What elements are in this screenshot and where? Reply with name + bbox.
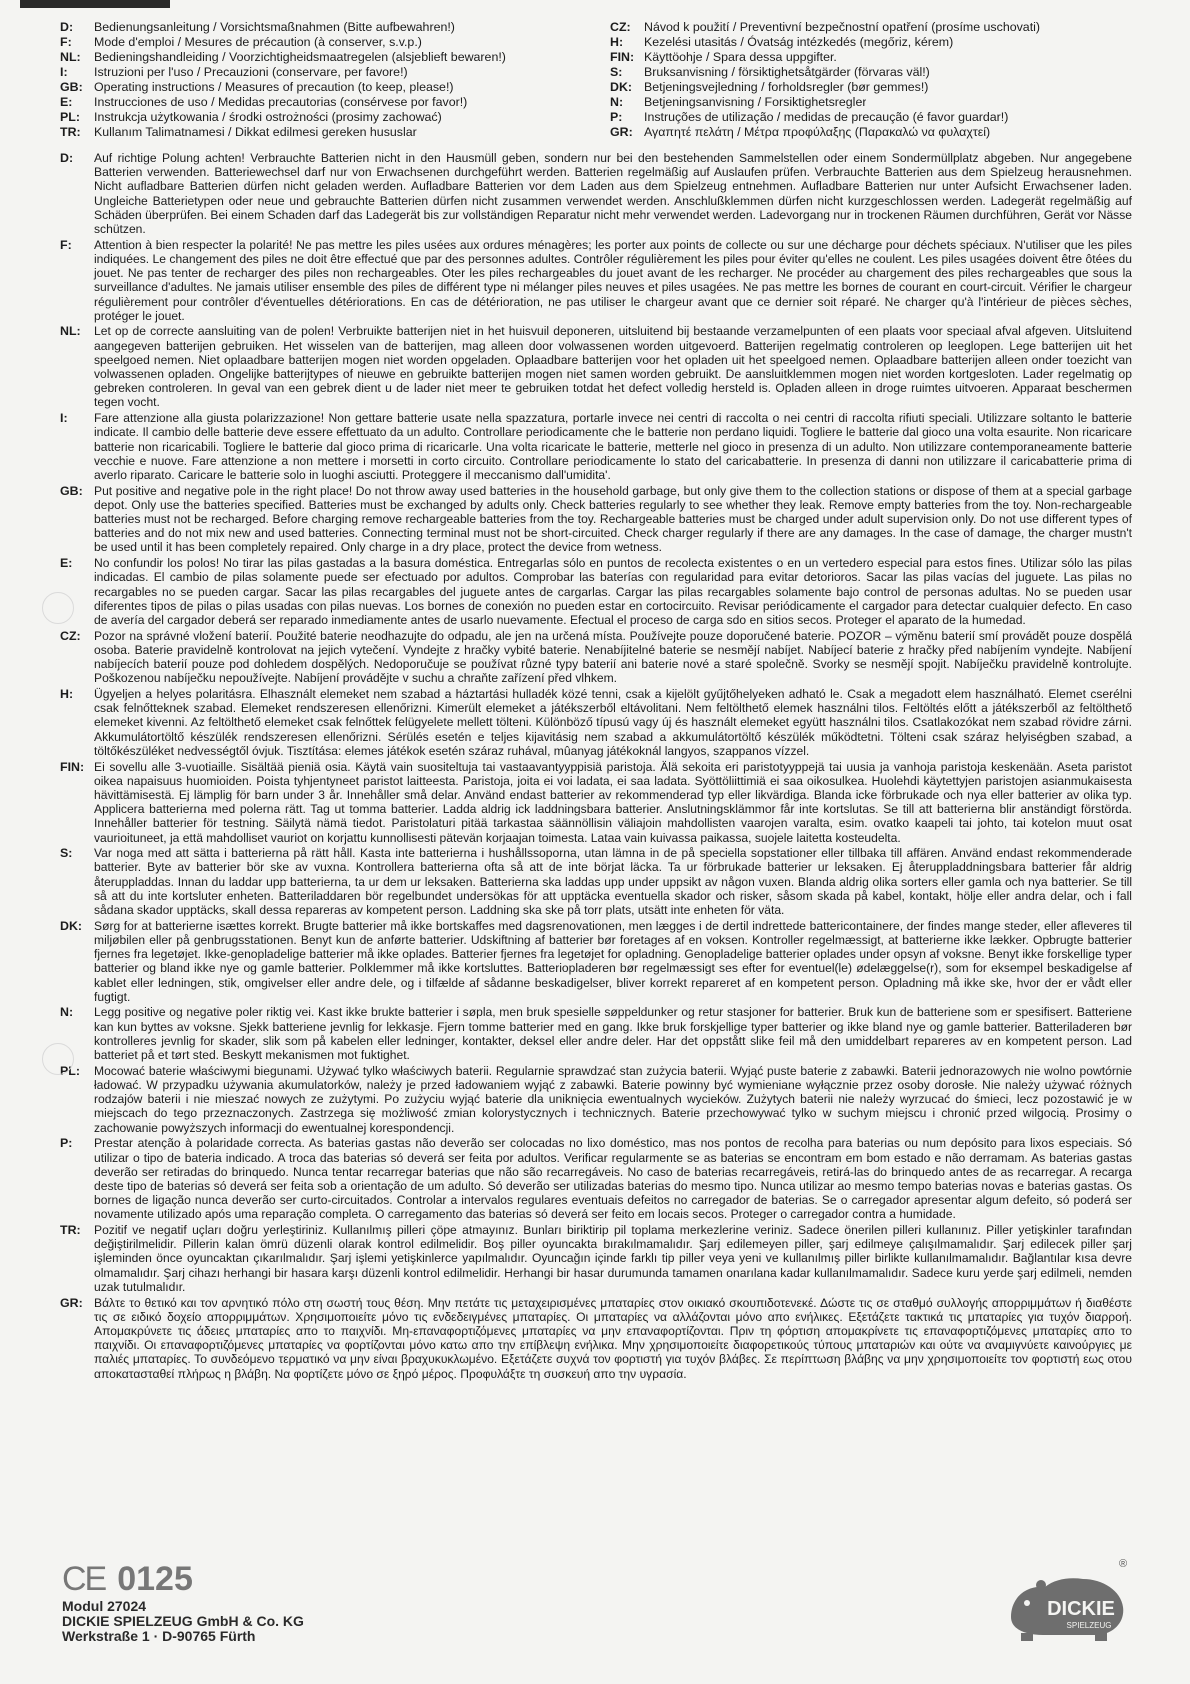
- language-title: Kezelési utasitás / Óvatság intézkedés (megőriz, kérem): [644, 35, 954, 49]
- header-row: [610, 95, 1140, 110]
- language-title: Instruções de utilização / medidas de precaução (é favor guardar!): [644, 110, 1009, 124]
- language-code: P:: [610, 110, 623, 124]
- header-row: [60, 35, 590, 50]
- section-fin: [60, 760, 1132, 845]
- section-text: Legg positive og negative poler riktig vei. Kast ikke brukte batterier i søpla, men bruk spesielle søppeldunker og retur stasjoner for batterier. Bruk kun de batteriene som er spesifisert. Batteriene kan kun byttes av voksne. Sjekk batteriene jevnlig for lekkasje. Fjern tomme batterier med en gang. Ikke bruk forskjellige typer batterier og ikke bland nye og gamle batterier. Batteriladeren bør kontrolleres jevnlig for skader, slik som på kabelen eller ledninger, kontakter, deksel eller andre deler. Har det oppstått slike feil må den umiddelbart repareres av en kompetent person. Lad batteriet på et tørt sted. Beskytt mekanismen mot fuktighet.: [94, 1005, 1132, 1063]
- ce-mark-icon: CE: [62, 1560, 106, 1598]
- model-number: Modul 27024: [62, 1598, 147, 1614]
- header-row: [610, 125, 1140, 140]
- language-title: Käyttöohje / Spara dessa uppgifter.: [644, 50, 837, 64]
- header-language-index: [60, 20, 1140, 140]
- instruction-body: [60, 151, 1132, 1382]
- language-code: NL:: [60, 50, 81, 64]
- section-code: GR:: [60, 1295, 83, 1310]
- language-code: GR:: [610, 125, 633, 139]
- section-dk: [60, 919, 1132, 1004]
- section-text: Var noga med att sätta i batterierna på rätt håll. Kasta inte batterierna i hushållssoporna, utan lämna in de på speciella sopstationer eller tillbaka till affären. Använd endast rekommenderade batterier. Byte av batterier bör ske av vuxna. Kontrollera batterierna ofta så att de inte börjat läcka. Ta ur förbrukade batterier ur leksaken. Ej återuppladdningsbara batterier får aldrig återuppladdas. Innan du laddar upp batterierna, ta ur dem ur leksaken. Batterierna ska laddas upp under uppsikt av någon vuxen. Blanda aldrig olika sorters eller gamla och nya batterier. Se till så att du inte kortsluter enheten. Batteriladdaren bör regelbundet undersökas för att upptäcka eventuella skador och risker, såsom skada på kabel, kontakt, hölje eller andra delar, och i fall sådana skador upptäcks, skall dessa repareras av kompetent person. Laddning ska ske på torr plats, utsätt inte enheten för väta.: [94, 846, 1132, 918]
- section-gr: [60, 1296, 1132, 1381]
- section-code: GB:: [60, 483, 83, 498]
- section-es: [60, 556, 1132, 627]
- ce-marking: [62, 1560, 304, 1599]
- section-hu: [60, 687, 1132, 758]
- language-code: I:: [60, 65, 68, 79]
- section-se: [60, 846, 1132, 917]
- section-code: I:: [60, 411, 68, 426]
- section-cz: [60, 629, 1132, 686]
- header-row: [610, 35, 1140, 50]
- section-tr: [60, 1223, 1132, 1294]
- section-code: F:: [60, 237, 72, 252]
- language-code: FIN:: [610, 50, 635, 64]
- language-title: Operating instructions / Measures of precaution (to keep, please!): [94, 80, 454, 94]
- language-code: N:: [610, 95, 624, 109]
- company-address: Werkstraße 1 · D-90765 Fürth: [62, 1628, 256, 1644]
- language-title: Instrukcja użytkowania / środki ostrożności (prosimy zachować): [94, 110, 442, 124]
- section-text: Ei sovellu alle 3-vuotiaille. Sisältää pieniä osia. Käytä vain suositeltuja tai vastaavantyyppisiä paristoja. Älä sekoita eri paristotyyppejä tai uusia ja vanhoja paristoja keskenään. Aseta paristot oikea napaisuus huomioiden. Poista tyhjentyneet paristot laitteesta. Paristoja, joita ei voi ladata, ei saa ladata. Syöttöliittimiä ei saa oikosulkea. Huolehdi käytettyjen paristojen asianmukaisesta hävittämisestä. Ej lämplig för barn under 3 år. Innehåller små delar. Använd endast batterier av rekommenderad typ eller likvärdiga. Blanda icke förbrukade och nya eller batterier av olika typ. Applicera batterierna med polerna rätt. Tag ut tomma batterier. Ladda aldrig ick laddningsbara batterier. Anslutningsklämmor får inte kortslutas. Se till att batterierna blir anständigt förstörda. Innehåller batterier för testning. Säilytä nämä tiedot. Paristolaturi pitää tarkastaa säännöllisin väliajoin mahdollisten vaarojen varalta, esim. ovatko kaapeli tai johto, tai kotelon muut osat vaurioituneet, ja että mahdolliset vauriot on korjattu kunnollisesti pätevän korjaajan toimesta. Lataa vain kuivassa paikassa, suojele laitetta kosteudelta.: [94, 759, 1132, 845]
- section-text: No confundir los polos! No tirar las pilas gastadas a la basura doméstica. Entregarlas sólo en puntos de recolecta existentes o en un vertedero especial para estos fines. Utilizar sólo las pilas indicadas. El cambio de pilas solamente puede ser efectuado por adultos. Comprobar las baterías con regularidad para evitar detorioros. Sacar las pilas vacías del juguete. Las pilas no recargables no se pueden cargar. Sacar las pilas recargables del juguete antes de cargarlas. Cargar las pilas recargables solamente bajo control de personas adultas. No se pueden usar diferentes tipos de pilas o pilas usadas con pilas nuevas. Los bornes de conexión no pueden estar en cortocircuito. Revisar periódicamente el cargador para detectar cualquier defecto. En caso de avería del cargador deberá ser reparado inmediamente antes de usarlo nuevamente. Efectual el proceso de carga sdo en sitios secos. Proteger el aparato de la humedad.: [94, 556, 1132, 627]
- section-no: [60, 1005, 1132, 1062]
- language-code: D:: [60, 20, 74, 34]
- header-row: [610, 65, 1140, 80]
- language-title: Instrucciones de uso / Medidas precautorias (consérvese por favor!): [94, 95, 468, 109]
- section-text: Prestar atenção à polaridade correcta. As baterias gastas não deverão ser colocadas no lixo doméstico, mas nos pontos de recolha para baterias ou num depósito para lixos especiais. Só utilizar o tipo de bateria indicado. A troca das baterias só deverá ser feita por adultos. Verificar regularmente se as baterias se encontram em bom estado e não derramam. As baterias gastas deverão ser retiradas do brinquedo. Nunca tentar recarregar baterias que não são recarregáveis. No caso de baterias recarregáveis, retirá-las do brinquedo antes de as recarregar. A recarga deste tipo de baterias só deverá ser feita sob a orientação de um adulto. Só deverão ser utilizadas baterias do mesmo tipo. Nunca utilizar ao mesmo tempo baterias novas e baterias gastas. Os bornes de ligação nunca deverão ser curto-circuitados. Controlar a intervalos regulares eventuais defeitos no carregador de baterias. Se o carregador apresentar algum defeito, só poderá ser novamente utilizado após uma reparação completa. O carregamento das baterias só deverá ser feito em locais secos. Proteger o carregador contra a humidade.: [94, 1136, 1132, 1222]
- section-text: Mocować baterie właściwymi biegunami. Używać tylko właściwych baterii. Regularnie sprawdzać stan zużycia baterii. Wyjąć puste baterie z zabawki. Baterii jednorazowych nie wolno powtórnie ładować. W przypadku używania akumulatorków, należy je przed ładowaniem wyjąć z zabawki. Baterie powinny być wymieniane wyłącznie przez osoby dorosłe. Nie należy używać różnych rodzajów baterii i nie mieszać nowych ze zużytymi. Po zużyciu wyjąć baterie dla uniknięcia ewentualnych wycieków. Zużytych baterii nie należy wyrzucać do śmieci, lecz pozostawić je w miejscach do tego przeznaczonych. Zastrzega się możliwość zmian kolorystycznych i technicznych. Baterie przechowywać tylko w suchym miejscu i chronić przed wilgocią. Prosimy o zachowanie powyższych informacji do ewentualnej korespondencji.: [94, 1063, 1132, 1135]
- header-row: [60, 65, 590, 80]
- section-nl: [60, 324, 1132, 409]
- section-code: TR:: [60, 1223, 81, 1238]
- footer-imprint: [62, 1560, 304, 1644]
- language-code: TR:: [60, 125, 81, 139]
- language-title: Mode d'emploi / Mesures de précaution (à conserver, s.v.p.): [94, 35, 422, 49]
- language-title: Αγαπητέ πελάτη / Μέτρα προφύλαξης (Παρακαλώ να φυλαχτεί): [644, 125, 991, 139]
- language-title: Kullanım Talimatnamesi / Dikkat edilmesi gereken hususlar: [94, 125, 417, 139]
- section-text: Pozor na správné vložení baterií. Použité baterie neodhazujte do odpadu, ale jen na určená místa. Používejte pouze doporučené baterie. POZOR – výměnu baterií smí provádět pouze dospělá osoba. Baterie pravidelně kontrolovat na jejich vytečení. Vyndejte z hračky vybité baterie. Nenabíjitelné baterie se nesmějí nabíjet. Nabíjecí baterie z hračky před nabíjením vyndejte. Nabíjení nabíjecích baterií pouze pod dohledem dospělých. Nedoporučuje se používat různé typy baterií ani baterie nové a staré společně. Svorky se nesmějí spojit. Nabíječku pravidelně kontrolujte. Poškozenou nabíječku nepoužívejte. Nabíjení provádějte v suchu a chraňte zařízení před vlhkem.: [94, 628, 1132, 686]
- section-text: Ügyeljen a helyes polaritásra. Elhasznált elemeket nem szabad a háztartási hulladék közé tenni, csak a kijelölt gyűjtőhelyeken adható le. Csak a megadott elem használható. Elemet cserélni csak felnőtteknek szabad. Elemeket rendszeresen ellenőrizni. Kimerült elemeket a játékszerből eltávolitani. Nem feltölthető elemek használni tilos. Feltöltés előtt a játékszerből az feltölthető elemeket kivenni. Az feltölthető elemeket csak felnőttek felügyelete mellett tölteni. Különböző típusú vagy új és használt elemeket együtt használni tilos. Csatlakozókat nem szabad rövidre zárni. Akkumulátortöltő készülék rendszeresen ellenőrizni. Sérülés esetén e teljes kijavitásig nem szabad a akkumulátortöltő készülék működtetni. Tölteni csak száraz helyiségben szabad, a töltőkészüléket nedvességtől óvjuk. Tisztítása: elemes játékok esetén száraz ruhával, mûanyag játékoknál langyos, szappanos vízzel.: [94, 687, 1132, 758]
- section-code: E:: [60, 556, 73, 571]
- header-row: [60, 125, 590, 140]
- section-text: Attention à bien respecter la polarité! Ne pas mettre les piles usées aux ordures ménagères; les porter aux points de collecte ou sur une décharge pour déchets spéciaux. N'utiliser que les piles indiquées. Le changement des piles ne doit être effectué que par des personnes adultes. Contrôler régulièrement les piles pour éviter qu'elles ne coulent. Les piles usagées doivent être ôtées du jouet. Ne pas tenter de recharger des piles non rechargeables. Oter les piles rechargeables du jouet avant de les recharger. Ne procéder au chargement des piles rechargeables que sous la surveillance d'adultes. Ne jamais utiliser ensemble des piles de différent type ni mélanger piles neuves et piles usagées. Ne pas mettre les bornes de courant en court-circuit. Vérifier le chargeur régulièrement pour contrôler d'éventuelles détériorations. En cas de détérioration, ne pas utiliser le chargeur avant que ce dernier soit réparé. Ne charger qu'à l'intérieur de pièces sèches, protéger le jouet.: [94, 237, 1132, 323]
- header-row: [610, 20, 1140, 35]
- header-row: [610, 50, 1140, 65]
- language-title: Istruzioni per l'uso / Precauzioni (conservare, per favore!): [94, 65, 408, 79]
- section-pl: [60, 1064, 1132, 1135]
- section-text: Auf richtige Polung achten! Verbrauchte Batterien nicht in den Hausmüll geben, sondern nur bei den bestehenden Sammelstellen oder einem Sondermüllplatz abgeben. Nur angegebene Batterien verwenden. Batteriewechsel darf nur von Erwachsenen durchgeführt werden. Batterien regelmäßig auf Auslaufen prüfen. Verbrauchte Batterien aus dem Spielzeug herausnehmen. Nicht aufladbare Batterien dürfen nicht geladen werden. Aufladbare Batterien vor dem Laden aus dem Spielzeug entnehmen. Aufladbare Batterien nur unter Aufsicht Erwachsener laden. Ungleiche Batterietypen oder neue und gebrauchte Batterien dürfen nicht zusammen verwendet werden. Anschlußklemmen dürfen nicht kurzgeschlossen werden. Ladegerät regelmäßig auf Schäden überprüfen. Bei einem Schaden darf das Ladegerät bis zur vollständigen Reparatur nicht mehr verwendet werden. Ladevorgang nur in trockenen Räumen durchführen, Gerät vor Nässe schützen.: [94, 151, 1132, 237]
- section-code: CZ:: [60, 628, 81, 643]
- language-code: F:: [60, 35, 72, 49]
- section-it: [60, 411, 1132, 482]
- section-code: FIN:: [60, 759, 85, 774]
- language-code: CZ:: [610, 20, 631, 34]
- section-code: N:: [60, 1005, 74, 1020]
- section-text: Let op de correcte aansluiting van de polen! Verbruikte batterijen niet in het huisvuil deponeren, uitsluitend bij bestaande verzamelpunten of een plaats voor speciaal afval afgeven. Uitsluitend aangegeven batterijen gebruiken. Het wisselen van de batterijen, mag alleen door volwassenen worden uitgevoerd. Batterijen regelmatig controleren op leeglopen. Lege batterijen uit het speelgoed nemen. Niet oplaadbare batterijen mogen niet worden opgeladen. Oplaadbare batterijen voor het opladen uit het speelgoed nemen. Oplaadbare batterijen alleen onder toezicht van volwassenen opladen. Ongelijke batterijtypes of nieuwe en gebruikte batterijen mogen niet samen worden gebruikt. De aansluitklemmen mogen niet worden kortgesloten. Lader regelmatig op gebreken controleren. In geval van een gebrek dient u de lader niet meer te gebruiken totdat het defect volledig hersteld is. Opladen alleen in droge ruimtes uitvoeren. Apparaat beschermen tegen vocht.: [94, 324, 1132, 410]
- language-code: PL:: [60, 110, 80, 124]
- section-code: PL:: [60, 1063, 80, 1078]
- section-text: Pozitif ve negatif uçları doğru yerleştiriniz. Kullanılmış pilleri çöpe atmayınız. Bunları biriktirip pil toplama merkezlerine veriniz. Sadece önerilen pilleri kullanınız. Piller yetişkinler tarafından değiştirilmelidir. Pillerin kalan ömrü düzenli olarak kontrol edilmelidir. Boş piller oyuncakta bırakılmamalıdır. Şarj edilemeyen piller, şarj edilmeye çalışılmamalıdır. Şarj edilecek piller şarj işleminden önce oyuncaktan çıkarılmalıdır. Şarj işlemi yetişkinlerce yapılmalıdır. Oyuncağın içinde farklı tip piller veya yeni ve kullanılmış piller birlikte kullanılmamalıdır. Bağlantılar kısa devre olmamalıdır. Şarj cihazı herhangi bir hasara karşı düzenli kontrol edilmelidir. Herhangi bir hasar durumunda tamamen onarılana kadar kullanılmamalıdır. Sadece kuru yerde şarj edilmeli, nemden uzak tutulmalıdır.: [94, 1223, 1132, 1294]
- section-de: [60, 151, 1132, 236]
- section-text: Βάλτε το θετικό και τον αρνητικό πόλο στη σωστή τους θέση. Μην πετάτε τις μεταχειρισμένες μπαταρίες στον οικιακό σκουπιδοτενεκέ. Δώστε τις σε σταθμό συλλογής απορριμμάτων ή διαθέστε τις σε ειδικό δοχείο απορριμμάτων. Χρησιμοποιείτε μόνο τις ενδεδειγμένες μπαταρίες. Οι μπαταρίες να αλλάζονται μόνο απο ενήλικες. Εξετάζετε τακτικά τις μπαταρίες για τυχόν διαρροή. Απομακρύνετε τις άδειες μπαταρίες απο το παιχνίδι. Μη-επαναφορτιζόμενες μπαταρίες να μην επαναφορτίζονται. Πριν τη φόρτιση απομακρίνετε τις επαναφορτιζόμενες μπαταρίες απο το παιχνίδι. Οι επαναφορτιζόμενες μπαταρίες να φορτίζονται μόνο κατω απο την επίβλεψη ενήλικα. Μην χρησιμοποιείτε διαφορετικούς τύπους μπαταριών και ούτε να αναμιγνύετε καινούργιες με παλιές μπαταρίες. Το συνδεόμενο τερματικό να μην είναι βραχυκυκλωμένο. Εξετάζετε συχνά τον φορτιστή για τυχόν βλάβες. Σε περίπτωση βλάβης να μην χρησιμοποιείτε τον φορτιστή εως οτου αποκατασταθεί πλήρως η βλάβη. Να φορτίζετε μόνο σε ξηρό μέρος. Προφυλάξτε τη συσκευή απο την υγρασία.: [94, 1295, 1132, 1381]
- section-code: S:: [60, 846, 73, 861]
- header-row: [610, 110, 1140, 125]
- header-row: [60, 80, 590, 95]
- header-column-right: [610, 20, 1140, 140]
- language-code: S:: [610, 65, 623, 79]
- language-title: Bruksanvisning / försiktighetsåtgärder (förvaras väl!): [644, 65, 930, 79]
- section-fr: [60, 238, 1132, 323]
- logo-tagline: SPIELZEUG: [1066, 1621, 1112, 1630]
- section-text: Fare attenzione alla giusta polarizzazione! Non gettare batterie usate nella spazzatura, portarle invece nei centri di raccolta o nei centri di raccolta rifiuti speciali. Utilizzare soltanto le batterie indicate. Il cambio delle batterie deve essere effettuato da un adulto. Controllare periodicamente che le batterie non perdano liquidi. Togliere le batterie dal gioco una volta esaurite. Non ricaricare batterie non ricaricabili. Togliere le batterie dal gioco prima di ricaricarle. Una volta ricaricate le batterie, metterle nel gioco in presenza di un adulto. Non utilizzare contemporaneamente batterie vecchie e nuove. Fare attenzione a non mettere i morsetti in corto circuito. Controllare periodicamente lo stato del caricabatterie. In presenza di danni non utilizzare il caricabatterie prima di averlo riparato. Caricare le batterie solo in luoghi asciutti. Proteggere il meccanismo dall'umidita'.: [94, 411, 1132, 482]
- header-row: [60, 50, 590, 65]
- language-title: Návod k použití / Preventivní bezpečnostní opatření (prosíme uschovati): [644, 20, 1041, 34]
- ce-number: 0125: [117, 1560, 193, 1598]
- section-text: Sørg for at batterierne isættes korrekt. Brugte batterier må ikke bortskaffes med dagsrenovationen, men lægges i de dertil indrettede battericontainere, der findes mange steder, eller afleveres til miljøbilen eller på genbrugsstationen. Benyt kun de anførte batterier. Udskiftning af batterier bør foretages af en voksen. Kontroller regelmæssigt, at batterierne ikke lækker. Opbrugte batterier fjernes fra legetøjet. Ikke-genopladelige batterier må ikke oplades. Batterier fjernes fra legetøjet for opladning. Genopladelige batterier oplades under opsyn af voksne. Benyt ikke forskellige typer batterier og bland ikke nye og gamle batterier. Polklemmer må ikke kortsluttes. Batteriopladeren bør regelmæssigt ses efter for eventuel(le) ødelæggelse(r), som for eksempel beskadigelse af kablet eller ledningen, stik, omgivelser eller andre dele, og i tilfælde af sådanne beskadigelser, bliver korrekt repareret af en kompetent person. Opladning må ikke ske, hvor der er vådt eller fugtigt.: [94, 918, 1132, 1004]
- language-code: DK:: [610, 80, 633, 94]
- language-title: Betjeningsvejledning / forholdsregler (bør gemmes!): [644, 80, 929, 94]
- header-row: [60, 110, 590, 125]
- header-row: [60, 20, 590, 35]
- language-code: GB:: [60, 80, 83, 94]
- section-code: DK:: [60, 918, 83, 933]
- header-column-left: [60, 20, 590, 140]
- header-row: [60, 95, 590, 110]
- section-pt: [60, 1136, 1132, 1221]
- company-name: DICKIE SPIELZEUG GmbH & Co. KG: [62, 1613, 304, 1629]
- language-title: Betjeningsanvisning / Forsiktighetsregler: [644, 95, 867, 109]
- logo-brand: DICKIE: [1047, 1598, 1115, 1620]
- section-code: H:: [60, 687, 74, 702]
- language-title: Bedieningshandleiding / Voorzichtigheidsmaatregelen (alsjeblieft bewaren!): [94, 50, 506, 64]
- section-code: NL:: [60, 324, 81, 339]
- punch-hole-icon: [42, 1043, 74, 1075]
- registered-mark: ®: [1119, 1558, 1128, 1570]
- punch-hole-icon: [42, 592, 74, 624]
- section-text: Put positive and negative pole in the right place! Do not throw away used batteries in the household garbage, but only give them to the collection stations or dispose of them at a special garbage depot. Only use the batteries specified. Batteries must be exchanged by adults only. Check batteries regularly to see whether they leak. Remove empty batteries from the toy. Non-rechargeable batteries must not be recharged. Before charging remove rechargeable batteries from the toy. Rechargeable batteries must be charged under adult supervision only. Do not use different types of batteries and do not mix new and used batteries. Connecting terminal must not be short-circuited. Check charger regularly if there are any damages. In the case of damage, the charger mustn't be used until it has been completely repaired. Only charge in a dry place, protect the device from wetness.: [94, 483, 1132, 555]
- language-code: H:: [610, 35, 624, 49]
- top-edge-bar: [20, 0, 170, 8]
- section-code: P:: [60, 1136, 73, 1151]
- section-gb: [60, 484, 1132, 555]
- header-row: [610, 80, 1140, 95]
- section-code: D:: [60, 151, 74, 165]
- language-title: Bedienungsanleitung / Vorsichtsmaßnahmen (Bitte aufbewahren!): [94, 20, 455, 34]
- language-code: E:: [60, 95, 73, 109]
- dickie-logo: [1003, 1555, 1133, 1645]
